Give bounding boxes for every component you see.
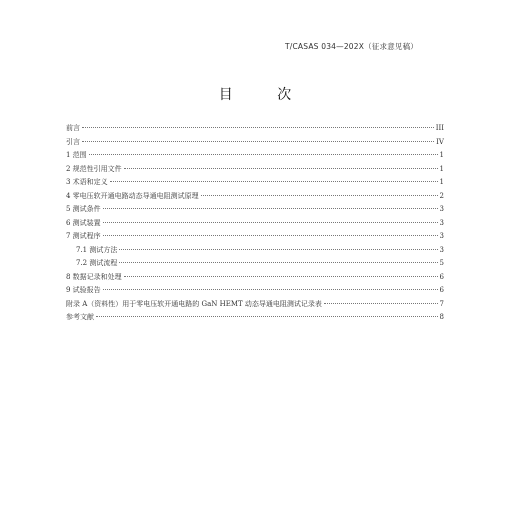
toc-leader-dots — [124, 276, 438, 277]
toc-entry-page: 7 — [439, 299, 444, 308]
toc-entry[interactable] — [66, 123, 444, 137]
toc-entry[interactable] — [66, 204, 444, 218]
toc-entry[interactable] — [66, 272, 444, 286]
toc-entry-page: 2 — [439, 191, 444, 200]
toc-entry-page: IV — [436, 137, 444, 146]
toc-entry[interactable] — [66, 299, 444, 313]
toc-entry-page: 1 — [439, 164, 444, 173]
toc-entry-label: 1 范围 — [66, 151, 87, 159]
toc-entry-page: 5 — [439, 259, 444, 267]
toc-entry-label: 5 测试条件 — [66, 205, 101, 213]
toc-entry[interactable] — [66, 150, 444, 164]
toc-entry-label: 8 数据记录和处理 — [66, 272, 122, 281]
toc-entry-label: 6 测试装置 — [66, 218, 101, 227]
toc-leader-dots — [119, 249, 437, 250]
toc-entry-label: 前言 — [66, 124, 80, 132]
toc-entry-label: 7.1 测试方法 — [76, 245, 118, 254]
toc-entry[interactable] — [66, 245, 444, 259]
document-header: T/CASAS 034—202X（征求意见稿） — [284, 42, 418, 51]
toc-entry-label: 4 零电压软开通电路动态导通电阻测试原理 — [66, 191, 199, 200]
toc-entry[interactable] — [66, 218, 444, 232]
toc-leader-dots — [201, 195, 438, 196]
toc-entry-page: 3 — [439, 205, 444, 213]
toc-leader-dots — [96, 316, 438, 317]
toc-entry-label: 7.2 测试流程 — [76, 259, 118, 267]
toc-title: 目 次 — [218, 87, 312, 103]
table-of-contents — [66, 123, 444, 326]
toc-entry[interactable] — [66, 164, 444, 178]
toc-entry-page: 3 — [439, 245, 444, 254]
toc-entry-label: 附录 A（资料性）用于零电压软开通电路的 GaN HEMT 动态导通电阻测试记录表 — [66, 299, 322, 308]
toc-leader-dots — [89, 154, 438, 155]
toc-leader-dots — [82, 141, 434, 142]
toc-entry-label: 参考文献 — [66, 313, 94, 321]
toc-leader-dots — [103, 222, 438, 223]
toc-entry-page: 3 — [439, 218, 444, 227]
toc-entry-page: III — [435, 124, 444, 132]
toc-entry-page: 6 — [439, 286, 444, 294]
toc-entry-label: 7 测试程序 — [66, 232, 101, 240]
toc-entry-page: 1 — [439, 151, 444, 159]
toc-entry[interactable] — [66, 191, 444, 205]
toc-entry[interactable] — [66, 231, 444, 245]
toc-leader-dots — [103, 208, 438, 209]
toc-entry-label: 3 术语和定义 — [66, 178, 108, 186]
toc-leader-dots — [103, 289, 438, 290]
toc-leader-dots — [119, 262, 437, 263]
toc-leader-dots — [103, 235, 438, 236]
toc-entry[interactable] — [66, 285, 444, 299]
toc-entry[interactable] — [66, 258, 444, 272]
toc-entry-label: 引言 — [66, 137, 80, 146]
toc-leader-dots — [324, 303, 438, 304]
toc-entry-label: 2 规范性引用文件 — [66, 164, 122, 173]
toc-leader-dots — [110, 181, 438, 182]
toc-entry[interactable] — [66, 312, 444, 326]
toc-entry[interactable] — [66, 137, 444, 151]
toc-entry-page: 1 — [439, 178, 444, 186]
toc-entry-page: 8 — [439, 313, 444, 321]
toc-leader-dots — [124, 168, 438, 169]
toc-entry-label: 9 试验报告 — [66, 286, 101, 294]
toc-leader-dots — [82, 127, 434, 128]
toc-entry[interactable] — [66, 177, 444, 191]
toc-entry-page: 3 — [439, 232, 444, 240]
toc-entry-page: 6 — [439, 272, 444, 281]
